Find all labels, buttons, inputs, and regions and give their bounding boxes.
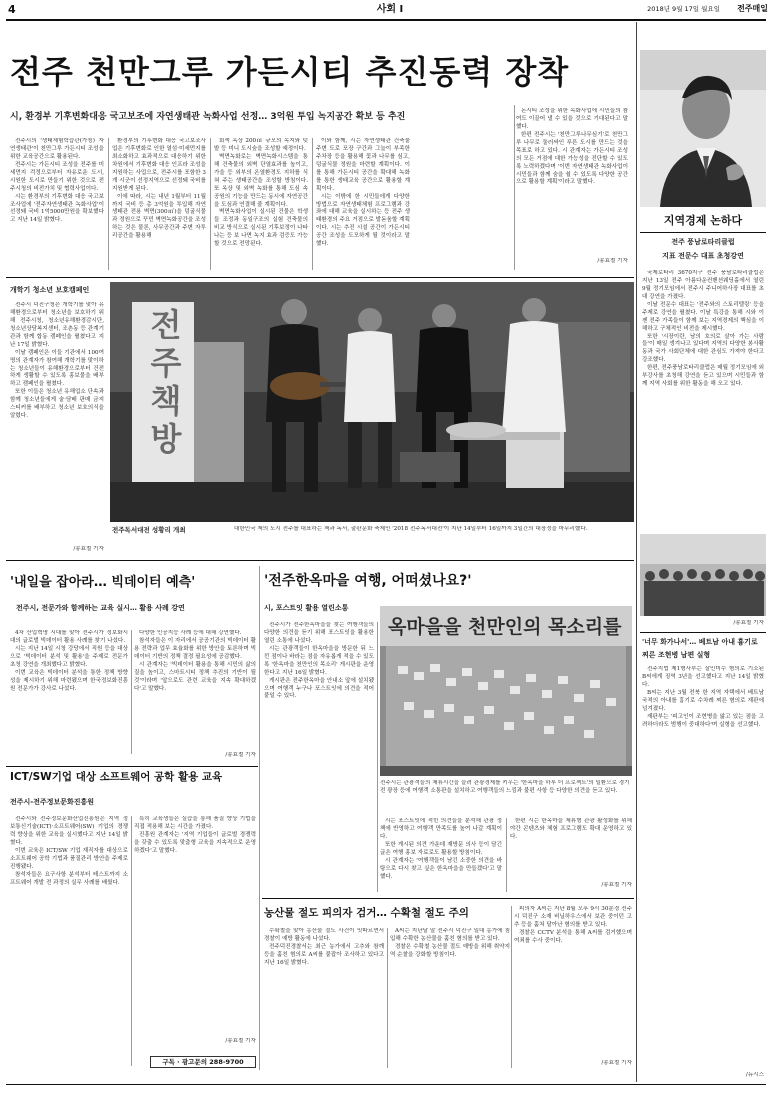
lead-col-5: 돈시티 조성을 위한 녹화사업에 시민들의 참여도 이끌어 낼 수 있을 것으로 기대된다고 말했다. 한편 전주시는 '천만그루나무심기'로 천만그루 나무로 둘러싸인 푸른 도시를 만드는 것을 목표로 하고 있다. 시 관계자는 가든시티 조성의 모든 거점에 대한 가능성을 진단할 수 있도록 노력하겠다며 '이번 자연생태관 녹화사업이 시민들과 함께 숨을 쉴 수 있도록 다양한 공간으로 활용할 계획'이라고 말했다. (516, 108, 628, 186)
column-title: 지역경제 논하다 (663, 214, 743, 227)
violence-byline: /뉴시스 (745, 1072, 764, 1078)
hanok-col-2: 시는 포스트잇에 적힌 의견들을 분석해 관광 정책에 반영하고 여행객 만족도를 높여 나갈 계획이다. 또한 게시된 의견 가운데 재방문 의사 등이 담긴 글은 여행 홍보 자료로도 활용할 방침이다. 시 관계자는 '여행객들이 남긴 소중한 의견을 바탕으로 다시 찾고 싶은 한옥마을을 만들겠다'고 말했다. (380, 818, 502, 880)
divider (312, 138, 313, 270)
farm-byline: /송효철 기자 (601, 1060, 632, 1066)
bookstore-sign: 전주책방 (145, 308, 183, 460)
hanok-col-3: 한편 시는 한옥마을 체류형 관광 활성화를 위해 야간 콘텐츠와 체험 프로그램도 확대 운영하고 있다. (510, 818, 632, 840)
column-org: 전주 풍남로타리클럽 (671, 238, 735, 246)
divider (387, 928, 388, 1068)
divider (259, 566, 260, 1070)
bigdata-col-2: 다양한 인공지능 사례 등에 대해 강연했다. 참석자들은 이 자리에서 공공기관의 빅데이터 활용 전략과 업무 효율화를 위한 방안을 토론하며 빅데이터 기반의 정책 결정 필요성에 공감했다. 시 관계자는 '빅데이터 활용을 통해 시민의 삶의 질을 높이고, 스마트시티 정책 추진의 기반이 될 것'이라며 '앞으로도 관련 교육을 지속 확대하겠다'고 말했다. (134, 630, 256, 692)
divider (640, 632, 766, 633)
masthead-rule (6, 19, 766, 21)
hanok-headline: '전주한옥마을 여행, 어떠셨나요?' (264, 573, 472, 589)
speaker-photo (640, 50, 766, 207)
bookstore-label: 전주독서대전 성황리 개최 (112, 526, 186, 534)
hanok-byline: /송효철 기자 (601, 882, 632, 888)
bigdata-headline: '내일을 잡아라… 빅데이터 예측' (10, 575, 196, 590)
lead-byline: /송효철 기자 (597, 258, 628, 264)
ict-subhead: 전주시-전주정보문화진흥원 (10, 798, 95, 806)
event-photo (640, 534, 766, 616)
hanok-photo-sign: 옥마을을 천만인의 목소리를 (388, 616, 622, 638)
bigdata-col-1: 4차 산업혁명 시대를 맞아 전주시가 정보화시대의 글로벌 빅데이터 활용 사례를 찾기 나섰다. 시는 지난 14일 시청 강당에서 직원 등을 대상으로 '빅데이터 분석 및 활용'을 주제로 전문가 초청 강연을 개최했다고 밝혔다. 이번 교육은 빅데이터 분석을 통한 정책 방향성을 제시하기 위해 마련됐으며 한국정보화진흥원 전문가가 강사로 나섰다. (10, 630, 128, 692)
lead-headline: 전주 천만그루 가든시티 추진동력 장착 (10, 53, 570, 91)
divider (210, 138, 211, 270)
divider (108, 138, 109, 270)
section-rule (6, 277, 634, 278)
youth-byline: /송효철 기자 (73, 546, 104, 552)
column-body: 국제로타리 3670지구 전주 풍남로타리클럽은 지난 13일 전주 아름다운컨벤션웨딩홀에서 열린 9월 정기모임에서 전주시 주니어하사장 대표를 초대 강연을 가졌다. 이날 전문수 대표는 '전주와의 스토리텔링' 등을 주제로 강연을 펼쳤다. 이날 특강을 통해 시와 이젠 전주 가족들이 함께 보는 지역경제의 핵심을 이해하고 구체적인 비전을 제시했다. 또한 '시장이란, 남의 호의로 살아 가는 사람들'이 매일 생겨나고 있다며 지역의 다양한 봉사활동과 국가 사회단체에 대한 관심도 가져야 한다고 강조했다. 한편, 전주풍남로타리클럽은 매월 정기모임에 외부강사를 초청해 강연을 듣고 있으며 시민들과 함께 지역 사회를 위한 활동을 해 오고 있다. (642, 270, 764, 388)
divider (511, 906, 512, 1068)
section-rule (6, 560, 634, 561)
ict-col-1: 전주시와 전주정보문화산업진흥원은 지역 정보통신기술(ICT)·소프트웨어(SW) 기업의 경쟁력 향상을 위한 교육을 실시했다고 지난 14일 밝혔다. 이번 교육은 ICT/SW 기업 재직자를 대상으로 소프트웨어 공학 기법과 품질관리 방안을 주제로 진행됐다. 참석자들은 요구사항 분석부터 테스트까지 소프트웨어 개발 전 과정의 실무 사례를 배웠다. (10, 816, 128, 886)
column-event: 지표 전문수 대표 초청강연 (662, 252, 744, 260)
column-byline: /송효철 기자 (733, 620, 764, 626)
section-label: 사회 I (376, 4, 404, 15)
youth-body: 전주시 덕진구청은 개학기를 맞아 유해환경으로부터 청소년을 보호하기 위해 전주시청, 청소년유해환경감시단, 청소년상담복지센터, 조촌동 등 관계기관과 함께 합동 캠페인을 펼쳤다고 지난 17일 밝혔다. 이날 캠페인은 이들 기관에서 100여명의 관계자가 참여해 개학기를 맞이하는 청소년들이 유해환경으로부터 건전하게 생활할 수 있도록 홍보물을 배부하고 캠페인을 펼쳤다. 또한 이들은 청소년 유해업소 단속과 함께 청소년들에게 술·담배 판매 금지 스티커를 배부하고 청소년 보호의식을 알렸다. (10, 302, 104, 420)
page-number: 4 (8, 3, 16, 16)
ict-headline: ICT/SW기업 대상 소프트웨어 공학 활용 교육 (10, 771, 223, 783)
divider (131, 816, 132, 1066)
issue-date: 2018년 9월 17일 월요일 (647, 5, 720, 13)
bigdata-byline: /송효철 기자 (225, 752, 256, 758)
farm-col-3: 피의자 A씨는 지난 8월 오후 9시 30분경 전주시 덕진구 소재 비닐하우스에서 보관 중이던 고추 등을 훔쳐 달아난 혐의를 받고 있다. 경찰은 CCTV 분석을 통해 A씨를 검거했으며 여죄를 수사 중이다. (514, 906, 632, 944)
lead-col-4: 이와 함께, 시는 자연생태관 건축물 주변 도로 포장 구간과 그늘이 부족한 주차장 등을 활용해 꽃과 나무를 심고, 덩굴식물 정원을 마련할 계획이다. 이를 통해 가든시티 공간을 확대해 녹화를 통한 생태교육 공간으로 활용할 계획이다. 시는 이밖에 한 시민들에게 다양한 방법으로 자연생태체험 프로그램과 강좌에 대해 교육을 실시하는 등 전주 생태환경의 주요 거점으로 발돋움할 계획이다. 시는 추진 시설 공간이 가든시티 공간 조성을 도모하게 될 것이라고 말했다. (316, 138, 410, 248)
lead-col-2: 환경부의 기후변화 대응 국고보조사업은 기후변화로 인한 열섬·미세먼지를 최소화하고 효과적으로 대응하기 위한 차원에서 기후변화 대응 인프라 조성을 지원하는 사업으로, 전주시를 포함한 3개 시군이 선정지역으로 선정돼 국비를 지원받게 된다. 이에 따라, 시는 내년 1월부터 11월까지 국비 등 총 3억원을 투입해 자연생태관 전용 벽면(300㎡)을 덩굴식물과 정원으로 꾸민 벽면녹화공간을 조성하는 것은 물론, 사무공간과 주변 자투리공간을 활용해 (112, 138, 206, 240)
ict-col-2: 특히 교육생들은 실습을 통해 품질 향상 기법을 직접 적용해 보는 시간을 가졌다. 진흥원 관계자는 '지역 기업들이 글로벌 경쟁력을 갖출 수 있도록 맞춤형 교육을 지속적으로 운영하겠다'고 말했다. (134, 816, 256, 854)
divider (640, 232, 766, 233)
lead-subhead: 시, 환경부 기후변화대응 국고보조에 자연생태관 녹화사업 선정… 3억원 투입 녹지공간 확보 등 추진 (10, 112, 406, 122)
divider (514, 105, 515, 270)
farm-col-2: A씨는 지난달 말 전주시 덕진구 일대 농가에 침입해 수확한 농산물을 훔친 혐의를 받고 있다. 경찰은 수확철 농산물 절도 예방을 위해 취약지역 순찰을 강화할 방침이다. (390, 928, 510, 958)
bookstore-caption: 대한민국 책의 도시 전주를 대표하는 책과 독서, 출판문화 축제인 '2018 전주독서대전'이 지난 14일부터 16일까지 3일간의 대장정을 마무리했다. (234, 526, 588, 532)
divider (377, 622, 378, 892)
divider (131, 630, 132, 754)
section-rule (262, 898, 634, 899)
ict-byline: /송효철 기자 (225, 1038, 256, 1044)
violence-body: 전주지법 제1형사부는 살인미수 혐의로 기소된 B씨에게 징역 3년을 선고했다고 지난 14일 밝혔다. B씨는 지난 3월 전북 한 지역 자택에서 베트남 국적의 아내를 흉기로 수차례 찌른 혐의로 재판에 넘겨졌다. 재판부는 '피고인이 조현병을 앓고 있는 점을 고려하더라도 범행이 중대하다'며 실형을 선고했다. (642, 666, 764, 728)
youth-title: 개학기 청소년 보호캠페인 (10, 286, 90, 294)
lead-col-1: 전주시의 '생태체험학습관(가칭) 자연생태관'이 천만그루 가든시티 조성을 위한 교육공간으로 활용된다. 전주시는 가든시티 조성을 전주를 미세먼지 걱정으로부터 자유로운 도시, 시원한 도시로 만들기 위한 것으로 전주시청의 비전가치 및 협력사업이다. 시는 환경부의 기후변화 대응 국고보조사업에 '전주자연생태관 녹화사업'이 선정돼 국비 1억5000만원을 확보했다고 지난 14일 밝혔다. (10, 138, 104, 224)
hanok-subhead: 시, 포스트잇 활용 열린소통 (264, 604, 349, 612)
farm-headline: 농산물 절도 피의자 검거… 수확철 절도 주의 (264, 907, 469, 919)
violence-headline: '너무 화가나서'… 베트남 아내 흉기로 찌른 조현병 남편 실형 (642, 638, 758, 659)
bottom-rule (6, 1084, 766, 1085)
farm-col-1: 수확철을 맞아 농산물 절도 사건이 잇따르면서 경찰이 예방 활동에 나섰다. 전주덕진경찰서는 최근 농가에서 고추와 참깨 등을 훔친 혐의로 A씨를 붙잡아 조사하고 있다고 지난 16일 밝혔다. (264, 928, 384, 966)
paper-name: 전주매일 (737, 4, 768, 13)
subscription-box: 구독 · 광고문의 288-9700 (150, 1056, 256, 1068)
lead-col-3: 회색 옥상 200㎡ 규모의 녹지와 텃밭 등 미니 도시숲을 조성할 예정이다. 벽면녹화로는 벽면녹화시스템을 통해 건축물의 외벽 단열효과를 높이고, 가을 등 외부의 온열환경도 지하를 식혀 주는 생태공간을 조성할 방침이다. 또 옥상 및 외벽 녹화를 통해 도심 속 공원의 기능을 만드는 동시에 자연공간을 도심과 연결해 줄 계획이다. 벽면녹화사업이 실시된 건물은 학생들 조정과 동일구조의 실험 건축물의 비교 방식으로 실시된 기후보정이 나타나는 등 보 나면 녹지 효과 검증도 가능할 것으로 전망된다. (214, 138, 308, 248)
section-rule (6, 766, 258, 767)
hanok-caption: 전주시는 관광객들의 체류시간을 늘려 관광경제를 키우는 '한옥마을 하루 더 프로젝트'의 일환으로 경기전 광장 등에 여행객 소통판을 설치하고 여행객들의 느낌과 불편 사항 등 다양한 의견을 듣고 있다. (380, 780, 630, 794)
bigdata-subhead: 전주시, 전문가와 함께하는 교육 실시… 활용 사례 강연 (16, 604, 185, 612)
divider (506, 818, 507, 892)
right-column-rule (636, 22, 637, 1082)
hanok-col-1: 전주시가 전주한옥마을을 찾는 여행객들의 다양한 의견을 듣기 위해 포스트잇을 활용한 열린 소통에 나섰다. 시는 관광객들이 한옥마을을 방문한 뒤 느낀 점이나 바라는 점을 자유롭게 적을 수 있도록 '한옥마을 천만인의 목소리' 게시판을 운영한다고 지난 16일 밝혔다. 게시판은 전주한옥마을 안내소 앞에 설치됐으며 여행객 누구나 포스트잇에 의견을 적어 붙일 수 있다. (264, 622, 374, 700)
